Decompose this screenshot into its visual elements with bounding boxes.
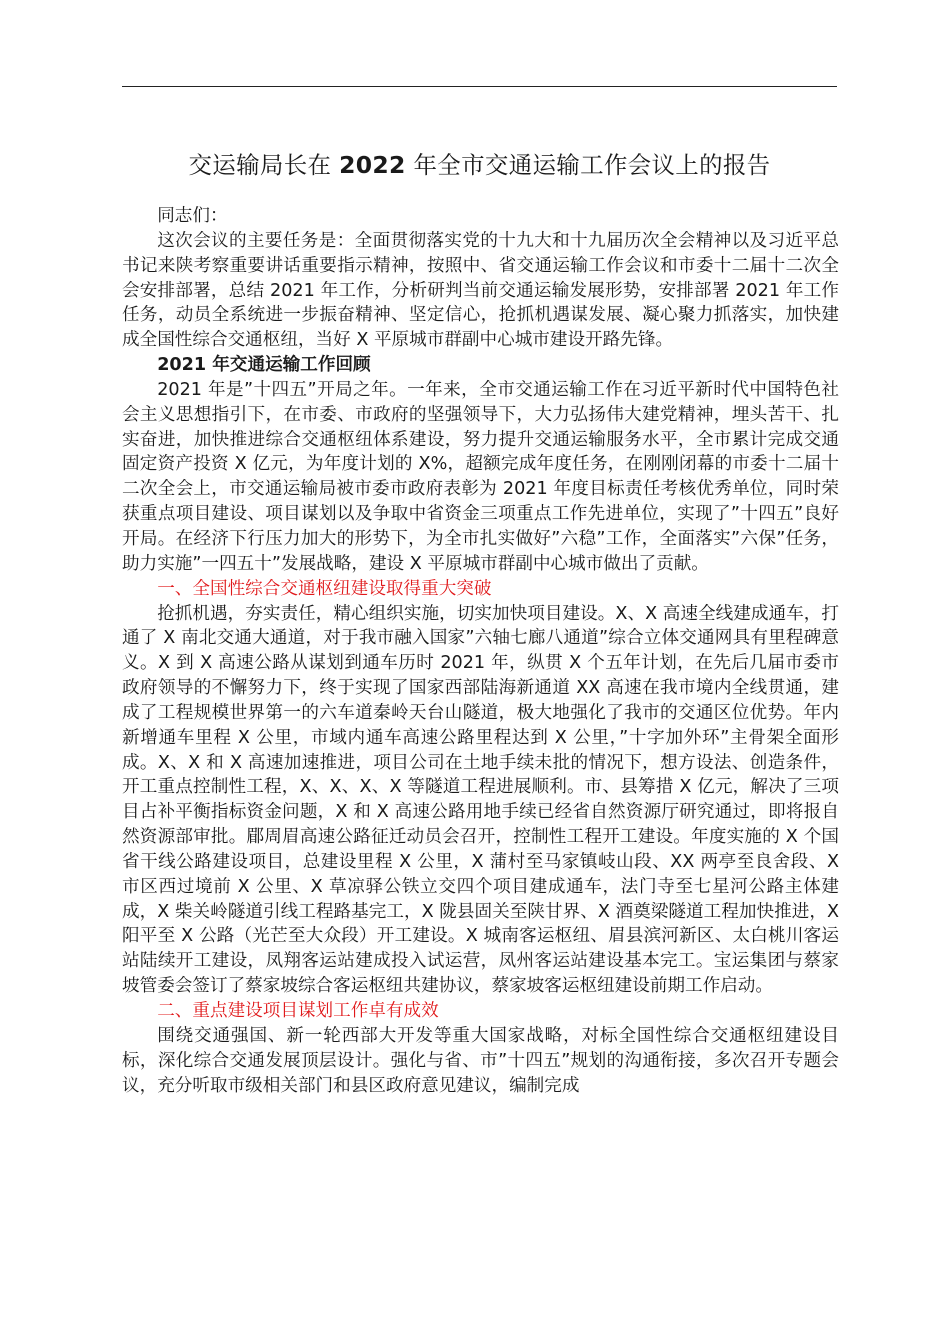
title-suffix: 年全市交通运输工作会议上的报告 xyxy=(413,151,771,179)
header-rule xyxy=(122,86,837,87)
document-title xyxy=(122,147,837,183)
intro-paragraph: 这次会议的主要任务是：全面贯彻落实党的十九大和十九届历次全会精神以及习近平总书记来陕考察重要讲话重要指示精神，按照中、省交通运输工作会议和市委十二届十二次全会安排部署，总结 2021 年工作，分析研判当前交通运输发展形势，安排部署 2021 年工作任务，动员全系统进一步振奋精神、坚定信心，抢抓机遇谋发展、凝心聚力抓落实，加快建成全国性综合交通枢纽，当好 X 平原城市群副中心城市建设开路先锋。 xyxy=(122,230,839,351)
review-paragraph: 2021 年是”十四五”开局之年。一年来，全市交通运输工作在习近平新时代中国特色社会主义思想指引下，在市委、市政府的坚强领导下，大力弘扬伟大建党精神，埋头苦干、扎实奋进，加快推进综合交通枢纽体系建设，努力提升交通运输服务水平，全市累计完成交通固定资产投资 X 亿元，为年度计划的 X%，超额完成年度任务，在刚刚闭幕的市委十二届十二次全会上，市交通运输局被市委市政府表彰为 2021 年度目标责任考核优秀单位，同时荣获重点项目建设、项目谋划以及争取中省资金三项重点工作先进单位，实现了”十四五”良好开局。在经济下行压力加大的形势下，为全市扎实做好”六稳”工作，全面落实”六保”任务，助力实施”一四五十”发展战略，建设 X 平原城市群副中心城市做出了贡献。 xyxy=(122,379,839,574)
greeting: 同志们： xyxy=(157,206,228,226)
section-1-heading: 一、全国性综合交通枢纽建设取得重大突破 xyxy=(157,578,492,599)
section-1-paragraph: 抢抓机遇，夯实责任，精心组织实施，切实加快项目建设。X、X 高速全线建成通车，打通了 X 南北交通大通道，对于我市融入国家”六轴七廊八通道”综合立体交通网具有里程碑意义。X 到 X 高速公路从谋划到通车历时 2021 年，纵贯 X 个五年计划，在先后几届市委市政府领导的不懈努力下，终于实现了国家西部陆海新通道 XX 高速在我市境内全线贯通，建成了工程规模世界第一的六车道秦岭天台山隧道，极大地强化了我市的交通区位优势。年内新增通车里程 X 公里，市域内通车高速公路里程达到 X 公里，”十字加外环”主骨架全面形成。X、X 和 X 高速加速推进，项目公司在土地手续未批的情况下，想方设法、创造条件，开工重点控制性工程，X、X、X、X 等隧道工程进展顺利。市、县筹措 X 亿元，解决了三项目占补平衡指标资金问题，X 和 X 高速公路用地手续已经省自然资源厅研究通过，即将报自然资源部审批。郿周眉高速公路征迁动员会召开，控制性工程开工建设。年度实施的 X 个国省干线公路建设项目，总建设里程 X 公里，X 蒲村至马家镇岐山段、XX 两亭至良舍段、X 市区西过境前 X 公里、X 草凉驿公铁立交四个项目建成通车，法门寺至七星河公路主体建成，X 柴关岭隧道引线工程路基完工，X 陇县固关至陕甘界、X 酒奠梁隧道工程加快推进，X 阳平至 X 公路（光芒至大众段）开工建设。X 城南客运枢纽、眉县滨河新区、太白桃川客运站陆续开工建设，凤翔客运站建成投入试运营，凤州客运站建设基本完工。宝运集团与蔡家坡管委会签订了蔡家坡综合客运枢纽共建协议，蔡家坡客运枢纽建设前期工作启动。 xyxy=(122,603,839,997)
section-2-heading: 二、重点建设项目谋划工作卓有成效 xyxy=(157,1001,439,1021)
review-heading-year: 2021 xyxy=(157,355,207,376)
section-2-paragraph: 围绕交通强国、新一轮西部大开发等重大国家战略，对标全国性综合交通枢纽建设目标，深化综合交通发展顶层设计。强化与省、市”十四五”规划的沟通衔接，多次召开专题会议，充分听取市级相关部门和县区政府意见建议，编制完成 xyxy=(122,1025,839,1096)
review-heading-text: 年交通运输工作回顾 xyxy=(212,355,371,376)
review-heading xyxy=(122,353,839,378)
title-year: 2022 xyxy=(339,151,406,179)
document-body xyxy=(122,204,839,1098)
title-prefix: 交运输局长在 xyxy=(188,151,332,179)
